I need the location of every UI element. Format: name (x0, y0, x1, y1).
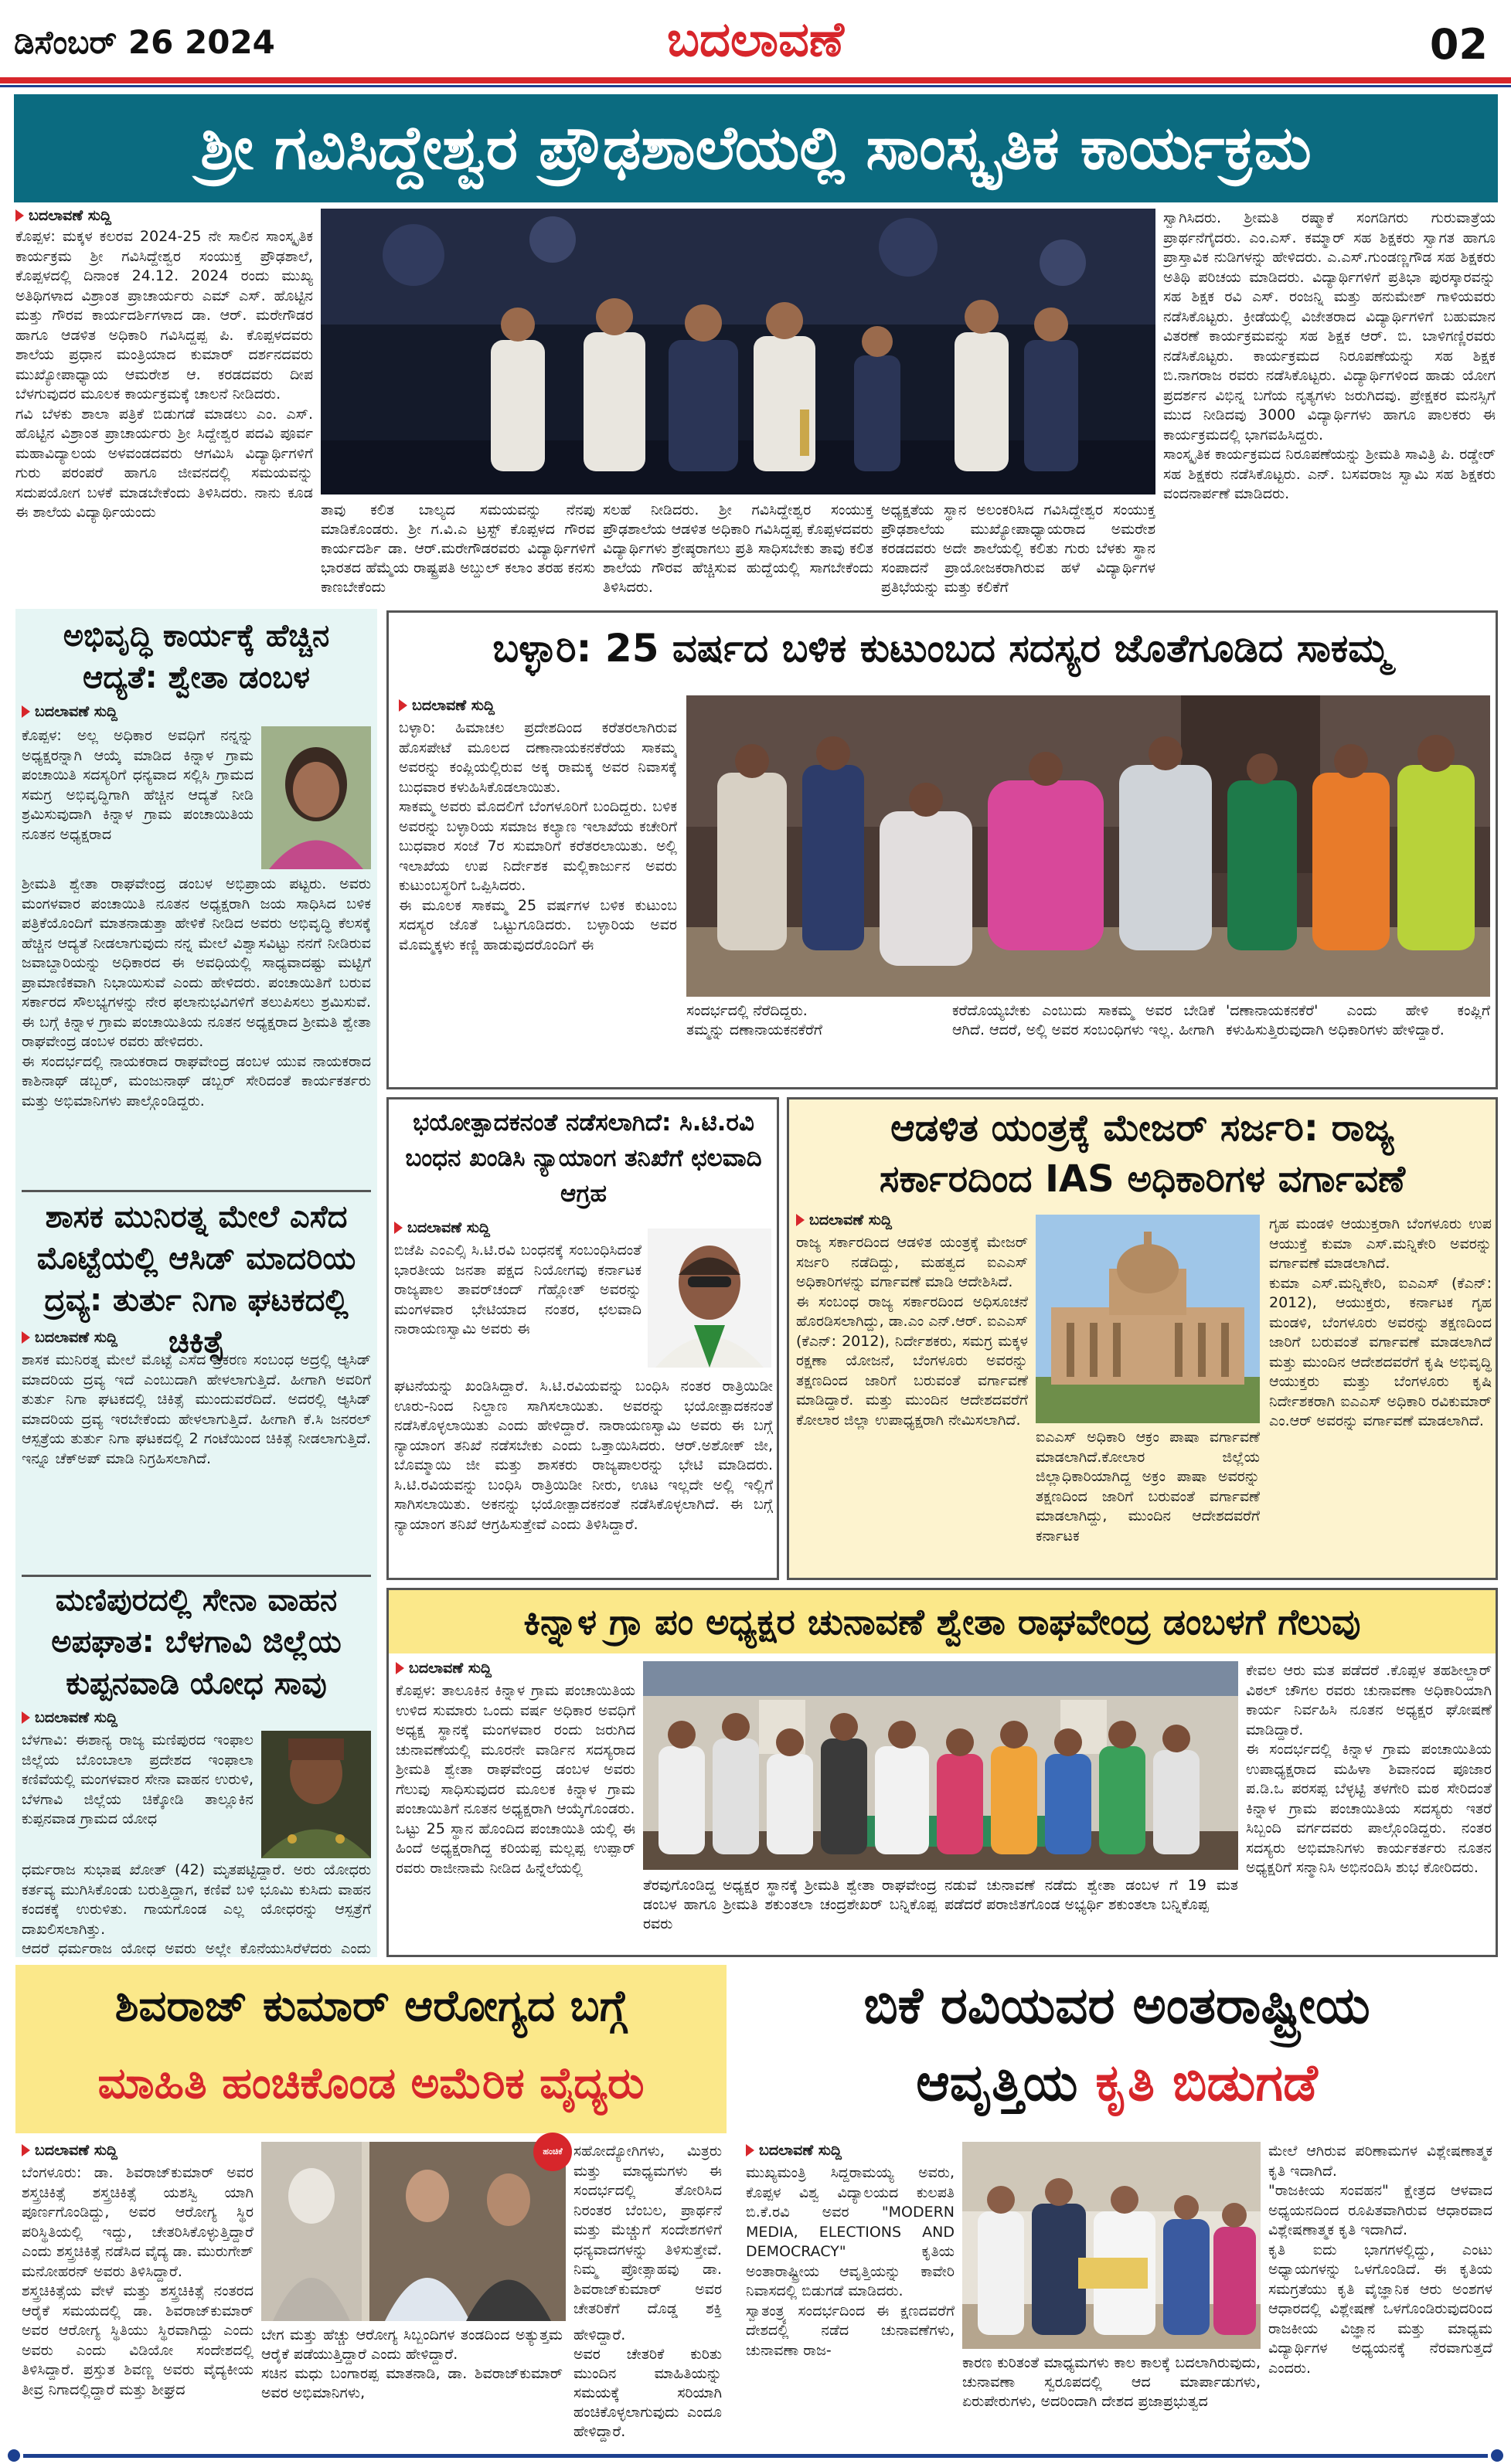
article-8-body: ಕೊಪ್ಪಳ: ತಾಲೂಕಿನ ಕಿನ್ನಾಳ ಗ್ರಾಮ ಪಂಚಾಯಿತಿಯ ಉಳಿದ ಸುಮಾರು ಒಂದು ವರ್ಷ ಅಧಿಕಾರ ಅವಧಿಗೆ ಅಧ್ಯಕ್ಷ ಸ್ಥಾನಕ್ಕೆ ಮಂಗಳವಾರ ರಂದು ಜರುಗಿದ ಚುನಾವಣೆಯಲ್ಲಿ ಮೂರನೇ ವಾರ್ಡಿನ ಸದಸ್ಯರಾದ ಶ್ರೀಮತಿ ಶ್ವೇತಾ ರಾಘವೇಂದ್ರ ಡಂಬಳ ಅವರು ಗೆಲುವು ಸಾಧಿಸುವುದರ ಮೂಲಕ ಕಿನ್ನಾಳ ಗ್ರಾಮ ಪಂಚಾಯಿತಿಗೆ ನೂತನ ಅಧ್ಯಕ್ಷರಾಗಿ ಆಯ್ಕೆಗೊಂಡರು. ಒಟ್ಟು 25 ಸ್ಥಾನ ಹೊಂದಿದ ಪಂಚಾಯಿತಿ ಯಲ್ಲಿ ಈ ಹಿಂದೆ ಅಧ್ಯಕ್ಷರಾಗಿದ್ದ ಕರಿಯಪ್ಪ ಮಲ್ಲಪ್ಪ ಉಪ್ಪಾರ್ ರವರು ರಾಜೀನಾಮೆ ನೀಡಿದ ಹಿನ್ನೆಲೆಯಲ್ಲಿ (396, 1682, 635, 1877)
article-3-headline: ಬಳ್ಳಾರಿ: 25 ವರ್ಷದ ಬಳಿಕ ಕುಟುಂಬದ ಸದಸ್ಯರ ಜೊತೆಗೂಡಿದ ಸಾಕಮ್ಮ (492, 626, 1390, 671)
footer-dot-right-icon (1491, 2449, 1503, 2462)
byline-marker-icon (746, 2144, 754, 2156)
article-8-photo (643, 1661, 1238, 1870)
footer-rule (23, 2454, 1488, 2458)
article-10-byline: ಬದಲಾವಣೆ ಸುದ್ದಿ (746, 2142, 955, 2159)
article-3-body: ಬಳ್ಳಾರಿ: ಹಿಮಾಚಲ ಪ್ರದೇಶದಿಂದ ಕರೆತರಲಾಗಿರುವ ಹೊಸಪೇಟೆ ಮೂಲದ ದಣಾನಾಯಕನಕೆರೆಯ ಸಾಕಮ್ಮ ಅವರನ್ನು ಕಂಪ್ಲಿಯಲ್ಲಿರುವ ಅಕ್ಕ ರಾಮಕ್ಕ ಅವರ ನಿವಾಸಕ್ಕೆ ಬುಧವಾರ ಕಳುಹಿಸಿಕೊಡಲಾಯಿತು. ಸಾಕಮ್ಮ ಅವರು ಮೊದಲಿಗೆ ಬೆಂಗಳೂರಿಗೆ ಬಂದಿದ್ದರು. ಬಳಿಕ ಅವರನ್ನು ಬಳ್ಳಾರಿಯ ಸಮಾಜ ಕಲ್ಯಾಣ ಇಲಾಖೆಯ ಕಚೇರಿಗೆ ಬುಧವಾರ ಸಂಜೆ 7ರ ಸುಮಾರಿಗೆ ಕರೆತರಲಾಯಿತು. ಅಲ್ಲಿ ಇಲಾಖೆಯ ಉಪ ನಿರ್ದೇಶಕ ಮಲ್ಲಿಕಾರ್ಜುನ ಅವರು ಕುಟುಂಬಸ್ಥರಿಗೆ ಒಪ್ಪಿಸಿದರು. ಈ ಮೂಲಕ ಸಾಕಮ್ಮ 25 ವರ್ಷಗಳ ಬಳಿಕ ಕುಟುಂಬ ಸದಸ್ಯರ ಜೊತೆ ಒಟ್ಟುಗೂಡಿದರು. ಬಳ್ಳಾರಿಯ ಅವರ ಮೊಮ್ಮಕ್ಕಳು ಕಣ್ಣಿ ಹಾಡುವುದರೊಂದಿಗೆ ಈ (399, 719, 677, 953)
article-6-headline: ಭಯೋತ್ಪಾದಕನಂತೆ ನಡೆಸಲಾಗಿದೆ: ಸಿ.ಟಿ.ರವಿ ಬಂಧನ ಖಂಡಿಸಿ ನ್ಯಾಯಾಂಗ ತನಿಖೆಗೆ ಛಲವಾದಿ ಆಗ್ರಹ (405, 1109, 762, 1208)
article-6-intro: ಬಿಜೆಪಿ ಎಂಎಲ್ಸಿ ಸಿ.ಟಿ.ರವಿ ಬಂಧನಕ್ಕೆ ಸಂಬಂಧಿಸಿದಂತೆ ಭಾರತೀಯ ಜನತಾ ಪಕ್ಷದ ನಿಯೋಗವು ಕರ್ನಾಟಕ ರಾಜ್ಯಪಾಲ ತಾವರ್‌ಚಂದ್ ಗೆಹ್ಲೋತ್ ಅವರನ್ನು ಮಂಗಳವಾರ ಭೇಟಿಯಾದ ನಂತರ, ಛಲವಾದಿ ನಾರಾಯಣಸ್ವಾಮಿ ಅವರು ಈ (394, 1242, 641, 1337)
byline-marker-icon (796, 1214, 805, 1226)
article-9-intro: ಬೆಂಗಳೂರು: ಡಾ. ಶಿವರಾಜ್‌ಕುಮಾರ್ ಅವರ ಶಸ್ತ್ರಚಿಕಿತ್ಸೆ ಶಸ್ತ್ರಚಿಕಿತ್ಸೆ ಯಶಸ್ವಿ ಯಾಗಿ ಪೂರ್ಣಗೊಂಡಿದ್ದು, ಅವರ ಆರೋಗ್ಯ ಸ್ಥಿರ ಪರಿಸ್ಥಿತಿಯಲ್ಲಿ ಇದ್ದು, ಚೇತರಿಸಿಕೊಳ್ಳುತ್ತಿದ್ದಾರೆ ಎಂದು ಶಸ್ತ್ರಚಿಕಿತ್ಸೆ ನಡೆಸಿದ ವೈದ್ಯ ಡಾ. ಮುರುಗೇಶ್ ಮನೋಹರನ್ ಅವರು ತಿಳಿಸಿದ್ದಾರೆ. ಶಸ್ತ್ರಚಿಕಿತ್ಸೆಯ ವೇಳೆ ಮತ್ತು ಶಸ್ತ್ರಚಿಕಿತ್ಸೆ ನಂತರದ ಆರೈಕೆ ಸಮಯದಲ್ಲಿ ಡಾ. ಶಿವರಾಜ್‌ಕುಮಾರ್ ಅವರ ಆರೋಗ್ಯ ಸ್ಥಿತಿಯು ಸ್ಥಿರವಾಗಿದ್ದು ಎಂದು ಅವರು ಎಂದು ವಿಡಿಯೋ ಸಂದೇಶದಲ್ಲಿ ತಿಳಿಸಿದ್ದಾರೆ. ಪ್ರಸ್ತುತ ಶಿವಣ್ಣ ಅವರು ವೈದ್ಯಕೀಯ ತೀವ್ರ ನಿಗಾದಲ್ಲಿದ್ದಾರೆ ಮತ್ತು ಶೀಘ್ರದ (22, 2164, 254, 2398)
byline-marker-icon (399, 699, 407, 712)
article-10-headline-line-1: ಬಿಕೆ ರವಿಯವರ ಅಂತರಾಷ್ಟ್ರೀಯ (863, 1976, 1370, 2035)
article-3-caption-1: ಸಂದರ್ಭದಲ್ಲಿ ನೆರೆದಿದ್ದರು. ತಮ್ಮನ್ನು ದಣಾನಾಯಕನಕೆರೆಗೆ (686, 1002, 822, 1038)
article-7-photo (1036, 1215, 1260, 1423)
article-5-byline: ಬದಲಾವಣೆ ಸುದ್ದಿ (22, 1709, 371, 1726)
byline-marker-icon (15, 209, 24, 222)
article-5-headline: ಮಣಿಪುರದಲ್ಲಿ ಸೇನಾ ವಾಹನ ಅಪಘಾತ: ಬೆಳಗಾವಿ ಜಿಲ್ಲೆಯ ಕುಪ್ಪನವಾಡಿ ಯೋಧ ಸಾವು (51, 1582, 342, 1701)
article-2-body: ಶ್ರೀಮತಿ ಶ್ವೇತಾ ರಾಘವೇಂದ್ರ ಡಂಬಳ ಅಭಿಪ್ರಾಯ ಪಟ್ಟರು. ಅವರು ಮಂಗಳವಾರ ಪಂಚಾಯಿತಿ ನೂತನ ಅಧ್ಯಕ್ಷರಾಗಿ ಜಯ ಸಾಧಿಸಿದ ಬಳಿಕ ಪತ್ರಿಕೆಯೊಂದಿಗೆ ಮಾತನಾಡುತ್ತಾ ಹೇಳಿಕೆ ನೀಡಿದ ಅವರು ಅಭಿವೃದ್ಧಿ ಕೆಲಸಕ್ಕೆ ಹೆಚ್ಚಿನ ಆದ್ಯತೆ ನೀಡಲಾಗುವುದು ನನ್ನ ಮೇಲೆ ವಿಶ್ವಾಸವಿಟ್ಟು ನನಗೆ ನೀಡಿರುವ ಜವಾಬ್ದಾರಿಯನ್ನು ಅಧಿಕಾರದ ಈ ಅವಧಿಯಲ್ಲಿ ಸಾಧ್ಯವಾದಷ್ಟು ಮಟ್ಟಿಗೆ ಪ್ರಾಮಾಣಿಕವಾಗಿ ನಿಭಾಯಿಸುವೆ ಎಂದು ಹೇಳಿದರು. ಪಂಚಾಯಿತಿಗೆ ಬರುವ ಸರ್ಕಾರದ ಸೌಲಭ್ಯಗಳನ್ನು ನೇರ ಫಲಾನುಭವಿಗಳಿಗೆ ತಲುಪಿಸಲು ಶ್ರಮಿಸುವೆ. ಈ ಬಗ್ಗೆ ಕಿನ್ನಾಳ ಗ್ರಾಮ ಪಂಚಾಯಿತಿಯ ನೂತನ ಅಧ್ಯಕ್ಷರಾದ ಶ್ರೀಮತಿ ಶ್ವೇತಾ ರಾಘವೇಂದ್ರ ಡಂಬಳ ರವರು ಹೇಳಿದರು. ಈ ಸಂದರ್ಭದಲ್ಲಿ ನಾಯಕರಾದ ರಾಘವೇಂದ್ರ ಡಂಬಳ ಯುವ ನಾಯಕರಾದ ಕಾಶಿನಾಥ್ ಡಬ್ಬರ್, ಮಂಜುನಾಥ್ ಡಬ್ಬರ್ ಸೇರಿದಂತೆ ಕಾರ್ಯಕರ್ತರು ಮತ್ತು ಅಭಿಮಾನಿಗಳು ಪಾಲ್ಗೊಂಡಿದ್ದರು. (22, 875, 371, 1110)
article-4-body: ಶಾಸಕ ಮುನಿರತ್ನ ಮೇಲೆ ಮೊಟ್ಟೆ ಎಸೆದ ಪ್ರಕರಣ ಸಂಬಂಧ ಅದ್ರಲ್ಲಿ ಆ್ಯಸಿಡ್ ಮಾದರಿಯ ದ್ರವ್ಯ ಇದೆ ಎಂಬುದಾಗಿ ಹೇಳಲಾಗುತ್ತಿದೆ. ಹೀಗಾಗಿ ಅವರಿಗೆ ತುರ್ತು ನಿಗಾ ಘಟಕದಲ್ಲಿ ಚಿಕಿತ್ಸೆ ಮುಂದುವರೆದಿದೆ. ಅದರಲ್ಲಿ ಆ್ಯಸಿಡ್ ಮಾದರಿಯ ದ್ರವ್ಯ ಇರಬೇಕೆಂದು ಹೇಳಲಾಗುತ್ತಿದೆ. ಹೀಗಾಗಿ ಕೆ.ಸಿ ಜನರಲ್ ಆಸ್ಪತ್ರೆಯ ತುರ್ತು ನಿಗಾ ಘಟಕದಲ್ಲಿ 2 ಗಂಟೆಯಿಂದ ಚಿಕಿತ್ಸೆ ನೀಡಲಾಗುತ್ತಿದೆ. ಇನ್ನೂ ಚೆಕ್ಅಪ್ ಮಾಡಿ ನಿಗ್ರಹಿಸಲಾಗಿದೆ. (22, 1351, 371, 1467)
article-2 (22, 615, 371, 723)
byline-marker-icon (22, 1711, 30, 1724)
article-5-body: ಧರ್ಮರಾಜ ಸುಭಾಷ ಖೋತ್ (42) ಮೃತಪಟ್ಟಿದ್ದಾರೆ. ಅರು ಯೋಧರು ಕರ್ತವ್ಯ ಮುಗಿಸಿಕೊಂಡು ಬರುತ್ತಿದ್ದಾಗ, ಕಣಿವೆ ಬಳಿ ಭೂಮಿ ಕುಸಿದು ವಾಹನ ಕಂದಕಕ್ಕೆ ಉರುಳಿತು. ಗಾಯಗೊಂಡ ಎಲ್ಲ ಯೋಧರನ್ನು ಆಸ್ಪತ್ರೆಗೆ ದಾಖಲಿಸಲಾಗಿತ್ತು. ಆದರೆ ಧರ್ಮರಾಜ ಯೋಧ ಅವರು ಅಲ್ಲೇ ಕೊನೆಯುಸಿರೆಳೆದರು ಎಂದು (22, 1861, 371, 1957)
article-3-photo (686, 695, 1490, 997)
article-5-intro: ಬೆಳಗಾವಿ: ಈಶಾನ್ಯ ರಾಜ್ಯ ಮಣಿಪುರದ ಇಂಫಾಲ ಜಿಲ್ಲೆಯ ಬೊಂಬಾಲಾ ಪ್ರದೇಶದ ಇಂಫಾಲಾ ಕಣಿವೆಯಲ್ಲಿ ಮಂಗಳವಾರ ಸೇನಾ ವಾಹನ ಉರುಳಿ, ಬೆಳಗಾವಿ ಜಿಲ್ಲೆಯ ಚಿಕ್ಕೋಡಿ ತಾಲ್ಲೂಕಿನ ಕುಪ್ಪನವಾಡ ಗ್ರಾಮದ ಯೋಧ (22, 1732, 254, 1827)
article-7-mid: ಐಎಎಸ್ ಅಧಿಕಾರಿ ಆಕ್ರಂ ಪಾಷಾ ವರ್ಗಾವಣೆ ಮಾಡಲಾಗಿದೆ.ಕೋಲಾರ ಜಿಲ್ಲೆಯ ಜಿಲ್ಲಾಧಿಕಾರಿಯಾಗಿದ್ದ ಅಕ್ರಂ ಪಾಷಾ ಅವರನ್ನು ತಕ್ಷಣದಿಂದ ಜಾರಿಗೆ ಬರುವಂತೆ ವರ್ಗಾವಣೆ ಮಾಡಲಾಗಿದ್ದು, ಮುಂದಿನ ಆದೇಶದವರೆಗೆ ಕರ್ನಾಟಕ (1036, 1429, 1260, 1545)
article-2-portrait (261, 726, 371, 869)
article-1-caption-2: ಸಲಹೆ ನೀಡಿದರು. ಶ್ರೀ ಗವಿಸಿದ್ದೇಶ್ವರ ಸಂಯುಕ್ತ ಪ್ರೌಢಶಾಲೆಯ ಆಡಳಿತ ಅಧಿಕಾರಿ ಗವಿಸಿದ್ದಪ್ಪ ಕೊಪ್ಪಳದವರು ವಿದ್ಯಾರ್ಥಿಗಳು ಶ್ರೇಷ್ಠರಾಗಲು ಪ್ರತಿ ಸಾಧಿಸಬೇಕು ತಾವು ಕಲಿತ ಶಾಲೆಯ ಗೌರವ ಹೆಚ್ಚಿಸುವ ಹುದ್ದೆಯಲ್ಲಿ ಸಾಗಬೇಕೆಂದು ತಿಳಿಸಿದರು. (603, 501, 873, 596)
article-9-badge: ಹಂಚಿಕೆ (533, 2133, 572, 2171)
article-8-byline: ಬದಲಾವಣೆ ಸುದ್ದಿ (396, 1660, 635, 1677)
page-number: 02 (1429, 20, 1488, 69)
article-2-intro: ಕೊಪ್ಪಳ: ಅಲ್ಲ ಅಧಿಕಾರ ಅವಧಿಗೆ ನನ್ನನ್ನು ಅಧ್ಯಕ್ಷರನ್ನಾಗಿ ಆಯ್ಕೆ ಮಾಡಿದ ಕಿನ್ನಾಳ ಗ್ರಾಮ ಪಂಚಾಯಿತಿ ಸದಸ್ಯರಿಗೆ ಧನ್ಯವಾದ ಸಲ್ಲಿಸಿ ಗ್ರಾಮದ ಸಮಗ್ರ ಅಭಿವೃದ್ಧಿಗಾಗಿ ಹೆಚ್ಚಿನ ಆದ್ಯತೆ ನೀಡಿ ಶ್ರಮಿಸುವುದಾಗಿ ಕಿನ್ನಾಳ ಗ್ರಾಮ ಪಂಚಾಯಿತಿಯ ನೂತನ ಅಧ್ಯಕ್ಷರಾದ (22, 727, 254, 843)
article-1-photo (321, 209, 1155, 494)
sidebar-divider (22, 1575, 371, 1577)
article-7-right: ಗೃಹ ಮಂಡಳಿ ಆಯುಕ್ತರಾಗಿ ಬೆಂಗಳೂರು ಉಪ ಆಯುಕ್ತೆ ಕುಮಾ ಎಸ್.ಮನ್ನಿಕೇರಿ ಅವರನ್ನು ವರ್ಗಾವಣೆ ಮಾಡಲಾಗಿದೆ. ಕುಮಾ ಎಸ್.ಮನ್ನಿಕೇರಿ, ಐಎಎಸ್ (ಕೆಎನ್: 2012), ಆಯುಕ್ತರು, ಕರ್ನಾಟಕ ಗೃಹ ಮಂಡಳಿ, ಬೆಂಗಳೂರು ಅವರನ್ನು ತಕ್ಷಣದಿಂದ ಜಾರಿಗೆ ಬರುವಂತೆ ವರ್ಗಾವಣೆ ಮಾಡಲಾಗಿದೆ ಮತ್ತು ಮುಂದಿನ ಆದೇಶದವರೆಗೆ ಕೃಷಿ ಅಭಿವೃದ್ಧಿ ಆಯುಕ್ತರು ಮತ್ತು ಬೆಂಗಳೂರು ಕೃಷಿ ನಿರ್ದೇಶಕರಾಗಿ ಐಎಎಸ್ ಅಧಿಕಾರಿ ರವಿಕುಮಾರ್ ಎಂ.ಆರ್ ಅವರನ್ನು ವರ್ಗಾವಣೆ ಮಾಡಲಾಗಿದೆ. (1269, 1215, 1492, 1429)
article-10-intro: ಮುಖ್ಯಮಂತ್ರಿ ಸಿದ್ದರಾಮಯ್ಯ ಅವರು, ಕೊಪ್ಪಳ ವಿಶ್ವ ವಿದ್ಯಾಲಯದ ಕುಲಪತಿ ಬಿ.ಕೆ.ರವಿ ಅವರ "MODERN MEDIA, ELECTIONS AND DEMOCRACY" ಕೃತಿಯ ಅಂತಾರಾಷ್ಟ್ರೀಯ ಆವೃತ್ತಿಯನ್ನು ಕಾವೇರಿ ನಿವಾಸದಲ್ಲಿ ಬಿಡುಗಡೆ ಮಾಡಿದರು. ಸ್ವಾತಂತ್ರ್ಯ ಸಂದರ್ಭದಿಂದ ಈ ಕ್ಷಣದವರೆಗೆ ದೇಶದಲ್ಲಿ ನಡೆದ ಚುನಾವಣೆಗಳು, ಚುನಾವಣಾ ರಾಜ- (746, 2164, 955, 2359)
article-8-right: ಕೇವಲ ಆರು ಮತ ಪಡೆದರೆ .ಕೊಪ್ಪಳ ತಹಶೀಲ್ದಾರ್ ವಿಠಲ್ ಚೌಗಲ ರವರು ಚುನಾವಣಾ ಅಧಿಕಾರಿಯಾಗಿ ಕಾರ್ಯ ನಿರ್ವಹಿಸಿ ನೂತನ ಅಧ್ಯಕ್ಷರ ಘೋಷಣೆ ಮಾಡಿದ್ದಾರೆ. ಈ ಸಂದರ್ಭದಲ್ಲಿ ಕಿನ್ನಾಳ ಗ್ರಾಮ ಪಂಚಾಯಿತಿಯ ಉಪಾಧ್ಯಕ್ಷರಾದ ಮಹಿಳಾ ಶಿವಾನಂದ ಪೂಜಾರ ಪ.ಡಿ.ಒ ಪರಸಪ್ಪ ಬೆಳ್ಳಟ್ಟಿ ತಳಗೇರಿ ಮಠ ಸೇರಿದಂತೆ ಕಿನ್ನಾಳ ಗ್ರಾಮ ಪಂಚಾಯಿತಿಯ ಸದಸ್ಯರು ಇತರೆ ಸಿಬ್ಬಂದಿ ವರ್ಗದವರು ಪಾಲ್ಗೊಂಡಿದ್ದರು. ನಂತರ ಸದಸ್ಯರು ಅಭಿಮಾನಿಗಳು ಕಾರ್ಯಕರ್ತರು ನೂತನ ಅಧ್ಯಕ್ಷರಿಗೆ ಸನ್ಮಾನಿಸಿ ಅಭಿನಂದಿಸಿ ಶುಭ ಕೋರಿದರು. (1246, 1662, 1492, 1876)
article-1-caption-1: ತಾವು ಕಲಿತ ಬಾಲ್ಯದ ಸಮಯವನ್ನು ನೆನಪು ಮಾಡಿಕೊಂಡರು. ಶ್ರೀ ಗ.ವಿ.ಎ ಟ್ರಸ್ಟ್ ಕೊಪ್ಪಳದ ಗೌರವ ಕಾರ್ಯದರ್ಶಿ ಡಾ. ಆರ್.ಮರೇಗೌಡರವರು ವಿದ್ಯಾರ್ಥಿಗಳಿಗೆ ಭಾರತದ ಹೆಮ್ಮೆಯ ರಾಷ್ಟ್ರಪತಿ ಅಬ್ದುಲ್ ಕಲಾಂ ತರಹ ಕನಸು ಕಾಣಬೇಕೆಂದು (321, 501, 595, 596)
masthead (0, 0, 1511, 87)
newspaper-logo: ಬದಲಾವಣೆ (666, 11, 845, 67)
article-1-caption-3: ಅಧ್ಯಕ್ಷತೆಯ ಸ್ಥಾನ ಅಲಂಕರಿಸಿದ ಗವಿಸಿದ್ದೇಶ್ವರ ಸಂಯುಕ್ತ ಪ್ರೌಢಶಾಲೆಯ ಮುಖ್ಯೋಪಾಧ್ಯಾಯರಾದ ಅಮರೇಶ ಕರಡದವರು ಅದೇ ಶಾಲೆಯಲ್ಲಿ ಕಲಿತು ಗುರು ಬೆಳಕು ಸ್ಥಾನ ಸಂಪಾದನೆ ಪ್ರಾಯೋಜಕರಾಗಿರುವ ಹಳೆ ವಿದ್ಯಾರ್ಥಿಗಳ ಪ್ರತಿಭೆಯನ್ನು ಮತ್ತು ಕಲಿಕೆಗೆ (881, 501, 1155, 596)
article-1-col-1 (15, 207, 313, 599)
byline-marker-icon (396, 1662, 404, 1674)
article-7-headline-line-1: ಆಡಳಿತ ಯಂತ್ರಕ್ಕೆ ಮೇಜರ್ ಸರ್ಜರಿ: ರಾಜ್ಯ (890, 1106, 1394, 1150)
article-10-headline-line-2: ಆವೃತ್ತಿಯ ಕೃತಿ ಬಿಡುಗಡೆ (916, 2053, 1318, 2112)
byline-marker-icon (22, 1331, 30, 1344)
article-2-byline: ಬದಲಾವಣೆ ಸುದ್ದಿ (22, 703, 371, 720)
article-7-intro: ರಾಜ್ಯ ಸರ್ಕಾರದಿಂದ ಆಡಳಿತ ಯಂತ್ರಕ್ಕೆ ಮೇಜರ್ ಸರ್ಜರಿ ನಡೆದಿದ್ದು, ಮಹತ್ವದ ಐಎಎಸ್ ಅಧಿಕಾರಿಗಳನ್ನು ವರ್ಗಾವಣೆ ಮಾಡಿ ಆದೇಶಿಸಿದೆ. ಈ ಸಂಬಂಧ ರಾಜ್ಯ ಸರ್ಕಾರದಿಂದ ಅಧಿಸೂಚನೆ ಹೊರಡಿಸಲಾಗಿದ್ದು, ಡಾ.ಎಂ ಎನ್.ಆರ್. ಐಎಎಸ್ (ಕೆಎನ್: 2012), ನಿರ್ದೇಶಕರು, ಸಮಗ್ರ ಮಕ್ಕಳ ರಕ್ಷಣಾ ಯೋಜನೆ, ಬೆಂಗಳೂರು ಅವರನ್ನು ತಕ್ಷಣದಿಂದ ಜಾರಿಗೆ ಬರುವಂತೆ ವರ್ಗಾವಣೆ ಮಾಡಿದ್ದಾರೆ. ಮತ್ತು ಮುಂದಿನ ಆದೇಶದವರೆಗೆ ಕೋಲಾರ ಜಿಲ್ಲಾ ಉಪಾಧ್ಯಕ್ಷರಾಗಿ ನೇಮಿಸಲಾಗಿದೆ. (796, 1234, 1028, 1429)
article-1-text-4: ಸ್ವಾಗಿಸಿದರು. ಶ್ರೀಮತಿ ರಷ್ಮಾಕೆ ಸಂಗಡಿಗರು ಗುರುವಾತ್ರೆಯ ಪ್ರಾರ್ಥನೆಗೈದರು. ಎಂ.ಎಸ್. ಕಮ್ಮಾರ್ ಸಹ ಶಿಕ್ಷಕರು ಸ್ವಾಗತ ಹಾಗೂ ಪ್ರಾಸ್ತಾವಿಕ ನುಡಿಗಳನ್ನು ಹೇಳಿದರು. ಎ.ಎಸ್.ಗುಂಡಣ್ಣಗೌಡ ಸಹ ಶಿಕ್ಷಕರು ಅತಿಥಿ ಪರಿಚಯ ಮಾಡಿದರು. ವಿದ್ಯಾರ್ಥಿಗಳಿಗೆ ಪ್ರತಿಭಾ ಪುರಸ್ಕಾರವನ್ನು ಸಹ ಶಿಕ್ಷಕ ರವಿ ಎಸ್. ರಂಜನ್ನಿ ಮತ್ತು ಹನುಮೇಶ್ ಗಾಳಿಯವರು ನಡೆಸಿಕೊಟ್ಟರು. ಕ್ರೀಡೆಯಲ್ಲಿ ವಿಜೇತರಾದ ವಿದ್ಯಾರ್ಥಿಗಳಿಗೆ ಬಹುಮಾನ ವಿತರಣೆ ಕಾರ್ಯಕ್ರಮವನ್ನು ಸಹ ಶಿಕ್ಷಕ ಆರ್. ಬಿ. ಬಾಳಿಗಣ್ಣಿರವರು ನಡೆಸಿಕೊಟ್ಟರು. ಕಾರ್ಯಕ್ರಮದ ನಿರೂಪಣೆಯನ್ನು ಸಹ ಶಿಕ್ಷಕ ಬಿ.ನಾಗರಾಜ ರವರು ನಡೆಸಿಕೊಟ್ಟರು. ವಿದ್ಯಾರ್ಥಿಗಳಿಂದ ಹಾಡು ಯೋಗ ಪ್ರದರ್ಶನ ವಿಭಿನ್ನ ಬಗೆಯ ನೃತ್ಯಗಳು ಜರುಗಿದವು. ಪ್ರೇಕ್ಷಕರ ಮನಸ್ಸಿಗೆ ಮುದ ನೀಡಿದವು 3000 ವಿದ್ಯಾರ್ಥಿಗಳು ಹಾಗೂ ಪಾಲಕರು ಈ ಕಾರ್ಯಕ್ರಮದಲ್ಲಿ ಭಾಗವಹಿಸಿದ್ದರು. ಸಾಂಸ್ಕೃತಿಕ ಕಾರ್ಯಕ್ರಮದ ನಿರೂಪಣೆಯನ್ನು ಶ್ರೀಮತಿ ಸಾವಿತ್ರಿ ಪಿ. ರಡ್ಡೇರ್ ಸಹ ಶಿಕ್ಷಕರು ನಡೆಸಿಕೊಟ್ಟರು. ಎನ್. ಬಸವರಾಜ ಸ್ವಾಮಿ ಸಹ ಶಿಕ್ಷಕರು ವಂದನಾರ್ಪಣೆ ಮಾಡಿದರು. (1163, 209, 1496, 502)
article-4-headline: ಶಾಸಕ ಮುನಿರತ್ನ ಮೇಲೆ ಎಸೆದ ಮೊಟ್ಟೆಯಲ್ಲಿ ಆಸಿಡ್ ಮಾದರಿಯ ದ್ರವ್ಯ: ತುರ್ತು ನಿಗಾ ಘಟಕದಲ್ಲಿ ಚಿಕಿತ್ಸೆ (36, 1199, 356, 1360)
article-9-mid: ಸಹೋದ್ಯೋಗಿಗಳು, ಮಿತ್ರರು ಮತ್ತು ಮಾಧ್ಯಮಗಳು ಈ ಸಂದರ್ಭದಲ್ಲಿ ತೋರಿಸಿದ ನಿರಂತರ ಬೆಂಬಲ, ಪ್ರಾರ್ಥನೆ ಮತ್ತು ಮೆಚ್ಚುಗೆ ಸಂದೇಶಗಳಿಗೆ ಧನ್ಯವಾದಗಳನ್ನು ತಿಳಿಸುತ್ತೇವೆ. ನಿಮ್ಮ ಪ್ರೋತ್ಸಾಹವು ಡಾ. ಶಿವರಾಜ್‌ಕುಮಾರ್ ಅವರ ಚೇತರಿಕೆಗೆ ದೊಡ್ಡ ಶಕ್ತಿ (573, 2143, 722, 2317)
article-7-byline: ಬದಲಾವಣೆ ಸುದ್ದಿ (796, 1212, 1028, 1229)
article-10-right: ಮೇಲೆ ಆಗಿರುವ ಪರಿಣಾಮಗಳ ವಿಶ್ಲೇಷಣಾತ್ಮಕ ಕೃತಿ ಇದಾಗಿದೆ. "ರಾಜಕೀಯ ಸಂವಹನ" ಕ್ಷೇತ್ರದ ಆಳವಾದ ಅಧ್ಯಯನದಿಂದ ರೂಪಿತವಾಗಿರುವ ಆಧಾರವಾದ ವಿಶ್ಲೇಷಣಾತ್ಮಕ ಕೃತಿ ಇದಾಗಿದೆ. ಕೃತಿ ಐದು ಭಾಗಗಳಲ್ಲಿದ್ದು, ಎಂಟು ಅಧ್ಯಾಯಗಳನ್ನು ಒಳಗೊಂಡಿದೆ. ಈ ಕೃತಿಯ ಸಮಗ್ರತೆಯು ಕೃತಿ ವೈಜ್ಞಾನಿಕ ಆರು ಅಂಶಗಳ ಆಧಾರದಲ್ಲಿ ವಿಶ್ಲೇಷಣೆ ಒಳಗೊಂಡಿರುವುದರಿಂದ ರಾಜಕೀಯ ವಿಜ್ಞಾನ ಮತ್ತು ಮಾಧ್ಯಮ ವಿದ್ಯಾರ್ಥಿಗಳ ಅಧ್ಯಯನಕ್ಕೆ ನೆರವಾಗುತ್ತದೆ ಎಂದರು. (1268, 2143, 1492, 2377)
article-8-headline: ಕಿನ್ನಾಳ ಗ್ರಾ ಪಂ ಅಧ್ಯಕ್ಷರ ಚುನಾವಣೆ ಶ್ವೇತಾ ರಾಘವೇಂದ್ರ ಡಂಬಳಗೆ ಗೆಲುವು (523, 1601, 1361, 1643)
article-2-headline: ಅಭಿವೃದ್ಧಿ ಕಾರ್ಯಕ್ಕೆ ಹೆಚ್ಚಿನ ಆದ್ಯತೆ: ಶ್ವೇತಾ ಡಂಬಳ (63, 618, 330, 695)
article-8-caption-1: ತೆರವುಗೊಂಡಿದ್ದ ಅಧ್ಯಕ್ಷರ ಸ್ಥಾನಕ್ಕೆ ಶ್ರೀಮತಿ ಶ್ವೇತಾ ರಾಘವೇಂದ್ರ ಡಂಬಳ ಹಾಗೂ ಶ್ರೀಮತಿ ಶಕುಂತಲಾ ಚಂದ್ರಶೇಖರ್ ಬನ್ನಿಕೊಪ್ಪ ರವರು (643, 1877, 937, 1932)
footer-dot-left-icon (8, 2449, 20, 2462)
byline-marker-icon (22, 705, 30, 718)
sidebar-divider (22, 1190, 371, 1192)
article-3-caption-2: ಕರೆದೊಯ್ಯಬೇಕು ಎಂಬುದು ಸಾಕಮ್ಮ ಅವರ ಬೇಡಿಕೆ ಆಗಿದೆ. ಆದರೆ, ಅಲ್ಲಿ ಅವರ ಸಂಬಂಧಿಗಳು ಇಲ್ಲ. ಹೀಗಾಗಿ (952, 1002, 1215, 1038)
article-10-caption: ಕಾರಣ ಕುರಿತಂತೆ ಮಾಧ್ಯಮಗಳು ಕಾಲ ಕಾಲಕ್ಕೆ ಬದಲಾಗಿರುವುದು, ಚುನಾವಣಾ ಸ್ವರೂಪದಲ್ಲಿ ಆದ ಮಾರ್ಪಾಡುಗಳು, ಏರುಪೇರುಗಳು, ಅದರಿಂದಾಗಿ ದೇಶದ ಪ್ರಜಾಪ್ರಭುತ್ವದ (962, 2354, 1261, 2410)
article-5-portrait (261, 1731, 371, 1858)
article-6-byline: ಬದಲಾವಣೆ ಸುದ್ದಿ (394, 1219, 618, 1236)
article-8-caption-2: ನಡುವೆ ಚುನಾವಣೆ ನಡೆದು ಶ್ವೇತಾ ಡಂಬಳ ಗೆ 19 ಮತ ಪಡೆದರೆ ಪರಾಜಿತಗೊಂಡ ಅಭ್ಯರ್ಥಿ ಶಕುಂತಲಾ ಬನ್ನಿಕೊಪ್ಪ (944, 1877, 1238, 1913)
article-6-body: ಘಟನೆಯನ್ನು ಖಂಡಿಸಿದ್ದಾರೆ. ಸಿ.ಟಿ.ರವಿಯವನ್ನು ಬಂಧಿಸಿ ನಂತರ ರಾತ್ರಿಯಿಡೀ ಊರು-ನಿಂದ ನಿಲ್ದಾಣ ಸಾಗಿಸಲಾಯಿತು. ಅವರನ್ನು ಭಯೋತ್ಪಾದಕನಂತೆ ನಡೆಸಿಕೊಳ್ಳಲಾಯಿತು ಎಂದು ಹೇಳಿದ್ದಾರೆ. ನಾರಾಯಣಸ್ವಾಮಿ ಅವರು ಈ ಬಗ್ಗೆ ನ್ಯಾಯಾಂಗ ತನಿಖೆ ನಡೆಸಬೇಕು ಎಂದು ಒತ್ತಾಯಿಸಿದರು. ಆರ್.ಅಶೋಕ್ ಜೀ, ಬೊಮ್ಮಾಯಿ ಜೀ ಮತ್ತು ಶಾಸಕರು ರಾಜ್ಯಪಾಲರನ್ನು ಭೇಟಿ ಮಾಡಿದರು. ಸಿ.ಟಿ.ರವಿಯವನ್ನು ಬಂಧಿಸಿ ರಾತ್ರಿಯಿಡೀ ನೀರು, ಊಟ ಇಲ್ಲದೇ ಅಲ್ಲಿ ಇಲ್ಲಿಗೆ ಸಾಗಿಸಲಾಯಿತು. ಅಕನನ್ನು ಭಯೋತ್ಪಾದಕನಂತೆ ನಡೆಸಿಕೊಳ್ಳಲಾಗಿದೆ. ಈ ಬಗ್ಗೆ ನ್ಯಾಯಾಂಗ ತನಿಖೆ ಆಗ್ರಹಿಸುತ್ತೇವೆ ಎಂದು ತಿಳಿಸಿದ್ದಾರೆ. (394, 1378, 773, 1533)
article-9-headline-line-1: ಶಿವರಾಜ್ ಕುಮಾರ್ ಆರೋಗ್ಯದ ಬಗ್ಗೆ (114, 1981, 628, 2031)
byline-marker-icon (394, 1222, 403, 1234)
article-9-byline: ಬದಲಾವಣೆ ಸುದ್ದಿ (22, 2142, 254, 2159)
article-9-caption-2: ಹೇಳಿದ್ದಾರೆ. ಅವರ ಚೇತರಿಕೆ ಕುರಿತು ಮುಂದಿನ ಮಾಹಿತಿಯನ್ನು ಸಮಯಕ್ಕೆ ಸರಿಯಾಗಿ ಹಂಚಿಕೊಳ್ಳಲಾಗುವುದು ಎಂದೂ ಹೇಳಿದ್ದಾರೆ. (573, 2326, 722, 2440)
article-1-text-1: ಕೊಪ್ಪಳ: ಮಕ್ಕಳ ಕಲರವ 2024-25 ನೇ ಸಾಲಿನ ಸಾಂಸ್ಕೃತಿಕ ಕಾರ್ಯಕ್ರಮ ಶ್ರೀ ಗವಿಸಿದ್ದೇಶ್ವರ ಸಂಯುಕ್ತ ಪ್ರೌಢಶಾಲೆ, ಕೊಪ್ಪಳದಲ್ಲಿ ದಿನಾಂಕ 24.12. 2024 ರಂದು ಮುಖ್ಯ ಅತಿಥಿಗಳಾದ ವಿಶ್ರಾಂತ ಪ್ರಾಚಾರ್ಯರು ಎಮ್ ಎಸ್. ಹೊಟ್ಟಿನ ಮತ್ತು ಗೌರವ ಕಾರ್ಯದರ್ಶಿಗಳಾದ ಡಾ. ಆರ್. ಮರೇಗೌಡರ ಹಾಗೂ ಆಡಳಿತ ಅಧಿಕಾರಿ ಗವಿಸಿದ್ದಪ್ಪ ಪಿ. ಕೊಪ್ಪಳದವರು ಶಾಲೆಯ ಪ್ರಧಾನ ಮಂತ್ರಿಯಾದ ಕುಮಾರ್ ದರ್ಶನದವರು ಮುಖ್ಯೋಪಾಧ್ಯಾಯ ಆಮರೇಶ ಆ. ಕರಡದವರು ದೀಪ ಬೆಳಗುವುದರ ಮೂಲಕ ಕಾರ್ಯಕ್ರಮಕ್ಕೆ ಚಾಲನೆ ನೀಡಿದರು. ಗವಿ ಬೆಳಕು ಶಾಲಾ ಪತ್ರಿಕೆ ಬಿಡುಗಡೆ ಮಾಡಲು ಎಂ. ಎಸ್. ಹೊಟ್ಟಿನ ವಿಶ್ರಾಂತ ಪ್ರಾಚಾರ್ಯರು ಶ್ರೀ ಸಿದ್ದೇಶ್ವರ ಪದವಿ ಪೂರ್ವ ಮಹಾವಿದ್ಯಾಲಯ ಅಳವಂಡದವರು ಆಗಮಿಸಿ ವಿದ್ಯಾರ್ಥಿಗಳಿಗೆ ಗುರು ಪರಂಪರೆ ಹಾಗೂ ಜೀವನದಲ್ಲಿ ಸಮಯವನ್ನು ಸದುಪಯೋಗ ಬಳಕೆ ಮಾಡಬೇಕೆಂದು ತಿಳಿಸಿದರು. ನಾನು ಕೂಡ ಈ ಶಾಲೆಯ ವಿದ್ಯಾರ್ಥಿಯಂದು (15, 228, 313, 521)
article-6-portrait (648, 1229, 771, 1368)
article-9-headline-line-2: ಮಾಹಿತಿ ಹಂಚಿಕೊಂಡ ಅಮೆರಿಕ ವೈದ್ಯರು (97, 2058, 645, 2109)
article-9-caption-1: ಬೇಗ ಮತ್ತು ಹೆಚ್ಚು ಆರೋಗ್ಯ ಸಿಬ್ಬಂದಿಗಳ ತಂಡದಿಂದ ಅತ್ಯುತ್ತಮ ಆರೈಕೆ ಪಡೆಯುತ್ತಿದ್ದಾರೆ ಎಂದು ಹೇಳಿದ್ದಾರೆ. ಸಚಿನ ಮಧು ಬಂಗಾರಪ್ಪ ಮಾತನಾಡಿ, ಡಾ. ಶಿವರಾಜ್‌ಕುಮಾರ್ ಅವರ ಅಭಿಮಾನಿಗಳು, (261, 2326, 563, 2401)
article-9-photo (261, 2142, 566, 2321)
byline-marker-icon (22, 2144, 30, 2156)
issue-date: ಡಿಸೆಂಬರ್ 26 2024 (14, 23, 275, 61)
article-4-byline: ಬದಲಾವಣೆ ಸುದ್ದಿ (22, 1329, 371, 1346)
article-3-caption-3: 'ದಣಾನಾಯಕನಕೆರೆ' ಎಂದು ಹೇಳಿ ಕಂಪ್ಲಿಗೆ ಕಳುಹಿಸುತ್ತಿರುವುದಾಗಿ ಅಧಿಕಾರಿಗಳು ಹೇಳಿದ್ದಾರೆ. (1226, 1002, 1490, 1038)
article-7-headline-line-2: ಸರ್ಕಾರದಿಂದ IAS ಅಧಿಕಾರಿಗಳ ವರ್ಗಾವಣೆ (879, 1157, 1406, 1201)
masthead-rule (0, 77, 1511, 83)
article-10-photo (962, 2142, 1261, 2349)
masthead-rule-blue (0, 85, 1511, 87)
article-1-byline: ಬದಲಾವಣೆ ಸುದ್ದಿ (15, 207, 313, 224)
article-3-byline: ಬದಲಾವಣೆ ಸುದ್ದಿ (399, 697, 677, 714)
article-1-headline: ಶ್ರೀ ಗವಿಸಿದ್ದೇಶ್ವರ ಪ್ರೌಢಶಾಲೆಯಲ್ಲಿ ಸಾಂಸ್ಕೃತಿಕ ಕಾರ್ಯಕ್ರಮ (14, 94, 1498, 202)
